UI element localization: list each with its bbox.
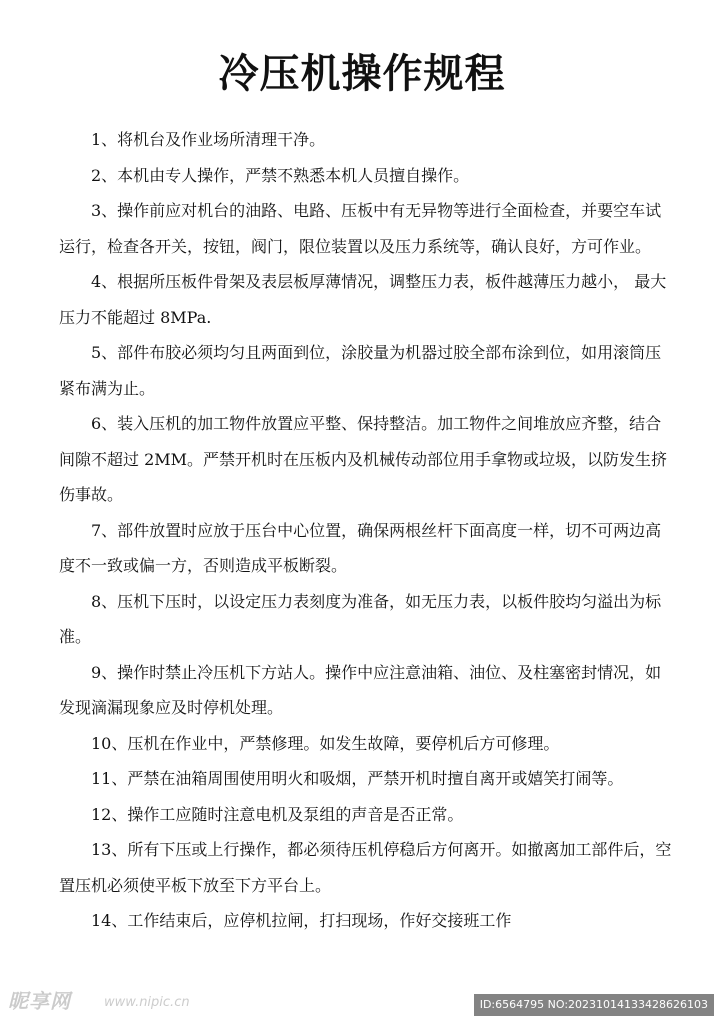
rule-item: 11、严禁在油箱周围使用明火和吸烟，严禁开机时擅自离开或嬉笑打闹等。 <box>91 769 624 788</box>
rules-list <box>59 122 673 939</box>
rule-item: 6、装入压机的加工物件放置应平整、保持整洁。加工物件之间堆放应齐整，结合间隙不超过 2MM。严禁开机时在压板内及机械传动部位用手拿物或垃圾，以防发生挤伤事故。 <box>59 414 668 504</box>
rule-item: 3、操作前应对机台的油路、电路、压板中有无异物等进行全面检查，并要空车试运行，检查各开关，按钮，阀门，限位装置以及压力系统等，确认良好，方可作业。 <box>59 201 662 256</box>
rule-item: 5、部件布胶必须均匀且两面到位，涂胶量为机器过胶全部布涂到位，如用滚筒压紧布满为止。 <box>59 343 662 398</box>
rule-item: 14、工作结束后，应停机拉闸，打扫现场，作好交接班工作 <box>91 911 512 930</box>
page-title: 冷压机操作规程 <box>218 51 506 97</box>
rule-item: 1、将机台及作业场所清理干净。 <box>91 130 326 149</box>
watermark-url: www.nipic.cn <box>104 995 190 1010</box>
rule-item: 12、操作工应随时注意电机及泵组的声音是否正常。 <box>91 804 464 824</box>
rule-item: 13、所有下压或上行操作，都必须待压机停稳后方何离开。如撤离加工部件后，空置压机必须使平板下放至下方平台上。 <box>59 840 672 895</box>
rule-item: 4、根据所压板件骨架及表层板厚薄情况，调整压力表，板件越薄压力越小， 最大压力不能超过 8MPa. <box>59 272 667 327</box>
rule-item: 2、本机由专人操作，严禁不熟悉本机人员擅自操作。 <box>91 165 470 185</box>
watermark-logo: 昵享网 <box>8 989 71 1013</box>
rule-item: 8、压机下压时，以设定压力表刻度为准备，如无压力表，以板件胶均匀溢出为标准。 <box>59 591 662 646</box>
rule-item: 7、部件放置时应放于压台中心位置，确保两根丝杆下面高度一样，切不可两边高度不一致或偏一方，否则造成平板断裂。 <box>59 520 662 575</box>
rule-item: 10、压机在作业中，严禁修理。如发生故障，要停机后方可修理。 <box>91 733 560 753</box>
image-id-badge: ID:6564795 NO:20231014133428626103 <box>474 994 714 1016</box>
rule-item: 9、操作时禁止冷压机下方站人。操作中应注意油箱、油位、及柱塞密封情况，如发现滴漏现象应及时停机处理。 <box>59 662 662 717</box>
